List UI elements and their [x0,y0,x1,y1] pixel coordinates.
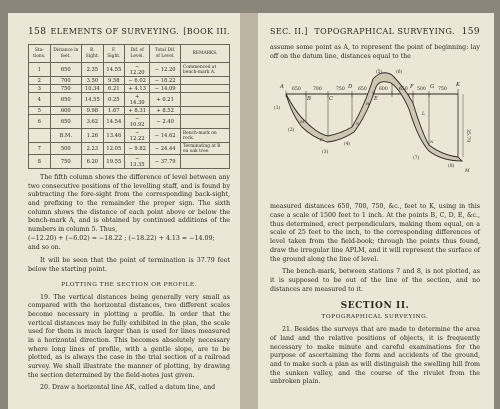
running-title: ELEMENTS OF SURVEYING. [50,27,180,36]
table-cell: + 0.21 [150,93,181,107]
distance-label: 750 [336,87,345,93]
distance-label: 600 [379,87,388,93]
left-page-header [28,27,230,37]
table-header-cell: Distance in feet. [50,45,81,63]
table-cell: 14.55 [103,63,124,77]
table-header-cell: Sta- tions. [29,45,51,63]
table-row [29,155,230,169]
table-cell: 650 [50,115,81,129]
profile-label: (7) [413,156,420,162]
distance-label: 650 [292,87,301,93]
table-cell: Terminating at B on oak tree. [180,143,229,155]
table-cell: − 37.79 [150,155,181,169]
table-cell: 3 [29,85,51,93]
distance-label: 650 [358,87,367,93]
table-cell: 6 [29,115,51,129]
paragraph: It will be seen that the point of termination is 37.79 feet below the starting point. [28,257,230,273]
table-cell: 6.21 [103,85,124,93]
table-cell: − 14.62 [150,129,181,143]
table-cell: 2.35 [82,63,104,77]
profile-diagram [272,65,480,197]
table-header-cell: F. Sight. [103,45,124,63]
table-header-cell: B. Sight. [82,45,104,63]
point-label: D [348,84,353,91]
profile-label: L [422,112,425,118]
ground-profile [286,73,462,161]
table-cell: 750 [50,155,81,169]
left-page [8,13,240,409]
table-cell: − 12.22 [124,129,149,143]
distance-label: 700 [313,87,322,93]
table-cell: − 9.82 [124,143,149,155]
profile-label: (8) [448,164,455,170]
table-cell: 9.98 [82,107,104,115]
table-cell: 500 [50,143,81,155]
table-cell: 6.20 [82,155,104,169]
paragraph: The bench-mark, between stations 7 and 8, is not plotted, as it is supposed to be out of the line of the section, and no distances are measured to it. [270,268,480,293]
point-label: G [430,84,435,91]
table-cell: 10.34 [82,85,104,93]
table-header-cell: REMARKS. [180,45,229,63]
book-reference: [BOOK III. [183,27,230,36]
equation-continuation: and so on. [28,243,61,251]
profile-label: (3) [322,150,329,156]
paragraph: The fifth column shows the difference of level between any two consecutive positions of the levelling staff, and is found by subtracting the fore-sight from the corresponding back-sight, and prefixing to the remainder the proper sign. The sixth column shows the distance of each point above or below the bench-mark A, and is obtained by continued additions of the numbers in column 5. Thus, [28,174,230,234]
distance-label: 500 [417,87,426,93]
table-cell: 7 [29,143,51,155]
table-cell: − 14.09 [150,85,181,93]
point-label: A [280,84,284,91]
table-cell: 5 [29,107,51,115]
profile-label: (1) [274,106,281,112]
table-cell: Bench-mark on rock. [180,129,229,143]
table-header-cell: Dif. of Level. [124,45,149,63]
point-label: K [456,82,461,89]
page-number: 158 [28,27,47,37]
level-field-notes-table [28,44,230,169]
table-cell: 12.05 [103,143,124,155]
table-cell: + 8.31 [124,107,149,115]
table-row [29,85,230,93]
table-cell: 3.62 [82,115,104,129]
right-page-header [270,27,480,37]
profile-label: (2) [288,128,295,134]
table-row [29,107,230,115]
page-number: 159 [461,27,480,37]
table-cell: + 4.13 [124,85,149,93]
table-row [29,115,230,129]
paragraph: 20. Draw a horizontal line AK, called a datum line, and [40,384,216,392]
table-cell: 3.50 [82,77,104,85]
subheading: PLOTTING THE SECTION OR PROFILE. [61,281,197,288]
table-row [29,129,230,143]
paragraph: 21. Besides the surveys that are made to determine the area of land and the relative positions of objects, it is frequently necessary to make minute and careful examinations for the purpose of ascertaining the form and accidents of the ground, and to make such a plan as will distinguish the swelling hill from the sunken valley, and the course of the rivulet from the unbroken plain. [270,326,480,386]
profile-label: M [465,169,470,175]
table-cell [180,77,229,85]
profile-label: (5) [376,70,383,76]
table-header-row [29,45,230,63]
table-cell: 600 [50,107,81,115]
table-cell: 650 [50,63,81,77]
table-cell: 14.55 [82,93,104,107]
table-cell: B.M. [50,129,81,143]
table-cell: 2 [29,77,51,85]
table-row [29,77,230,85]
right-page [258,13,494,409]
profile-mark: M [300,119,305,125]
table-cell: − 6.02 [124,77,149,85]
table-cell: − 12.20 [150,63,181,77]
profile-mark: P [320,137,323,143]
running-title: TOPOGRAPHICAL SURVEYING. [314,27,455,36]
paragraph: 19. The vertical distances being generally very small as compared with the horizontal distances, two different scales become necessary in plotting a profile. In order that the vertical distances may be fully exhibited in the plan, the scale used for them is much larger than is used for lines measured in a horizontal direction. This becomes absolutely necessary where long lines of profile, with a gentle slope, are to be plotted, as is always the case in the trial section of a railroad survey. We shall illustrate the manner of plotting, by drawing the section determined by the field-notes just given. [28,293,230,379]
table-cell: 13.46 [103,129,124,143]
table-cell [180,155,229,169]
table-cell [180,85,229,93]
table-cell [180,115,229,129]
table-cell: + 14.30 [124,93,149,107]
table-cell [180,107,229,115]
point-label: B [307,96,311,103]
paragraph: measured distances 650, 700, 750, &c., feet to K, using in this case a scale of 1500 feet to 1 inch. At the points B, C, D, E, &c., thus determined, erect perpendiculars, making them equal, on a scale of 25 feet to the inch, to the corresponding differences of level taken from the field-book; through the points thus found, draw the irregular line APLM, and it will represent the surface of the ground along the line of level. [270,203,480,263]
section-subheading: TOPOGRAPHICAL SURVEYING. [321,314,429,321]
table-cell: 750 [50,85,81,93]
table-cell: 700 [50,77,81,85]
table-cell: 1.67 [103,107,124,115]
paragraph: assume some point as A, to represent the point of beginning: lay off on the datum line, distances equal to the [270,44,480,60]
table-cell [29,129,51,143]
table-cell: + 8.52 [150,107,181,115]
profile-label: (6) [396,70,403,76]
table-cell: − 13.35 [124,155,149,169]
profile-label: (4) [344,142,351,148]
equation: (−12.20) + (−6.02) = −18.22 ; (−18.22) + 4.13 = −14.09; [28,234,215,242]
table-cell: 1.26 [82,129,104,143]
table-body [29,63,230,169]
distance-label: 650 [399,87,408,93]
table-cell: 9.58 [103,77,124,85]
section-reference: SEC. II.] [270,27,308,36]
table-cell: Commenced at bench-mark A. [180,63,229,77]
table-cell: − 10.92 [124,115,149,129]
profile-mark: H [366,101,370,107]
profile-mark: S [356,121,359,127]
table-cell: 4 [29,93,51,107]
table-row [29,143,230,155]
table-cell: 1 [29,63,51,77]
point-label: C [329,96,334,103]
table-cell: − 18.22 [150,77,181,85]
table-cell: 0.25 [103,93,124,107]
point-label: F [410,84,414,91]
table-cell: 650 [50,93,81,107]
table-header-cell: Total Dif. of Level. [150,45,181,63]
profile-mark: N [430,139,434,145]
profile-figure [272,65,480,197]
table-cell: − 2.40 [150,115,181,129]
table-cell: 19.55 [103,155,124,169]
distance-label: 750 [438,87,447,93]
side-dimension-label: 35.79 [465,129,470,143]
book-gutter [240,13,258,409]
table-cell: − 12.20 [124,63,149,77]
table-cell: 8 [29,155,51,169]
table-cell [180,93,229,107]
table-cell: 2.23 [82,143,104,155]
table-cell: 14.54 [103,115,124,129]
table-row [29,63,230,77]
table-row [29,93,230,107]
table-cell: − 24.44 [150,143,181,155]
point-label: E [374,96,378,103]
section-heading: SECTION II. [340,301,410,312]
